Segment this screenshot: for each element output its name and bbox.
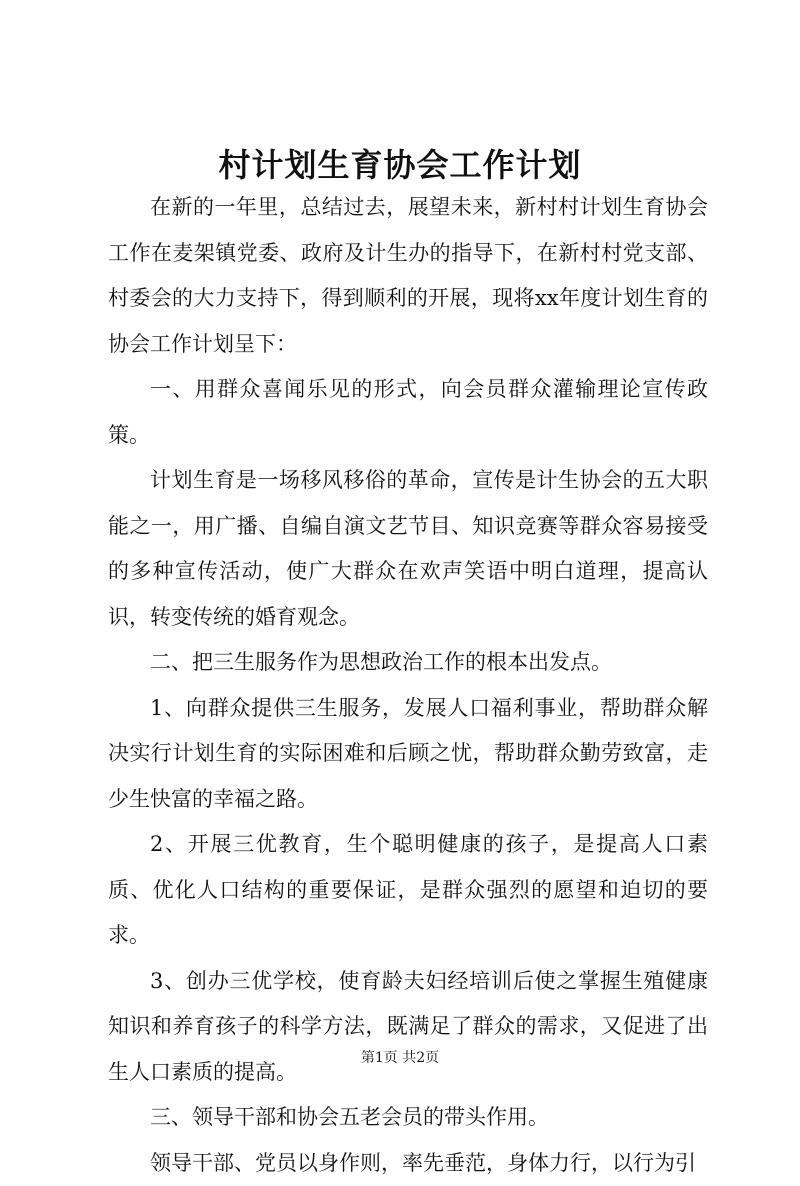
document-body [108,185,708,1186]
paragraph: 3、创办三优学校，使育龄夫妇经培训后使之掌握生殖健康知识和养育孩子的科学方法，既满足了群众的需求，又促进了出生人口素质的提高。 [108,959,708,1096]
page-number-footer: 第1页 共2页 [0,1047,800,1067]
paragraph: 一、用群众喜闻乐见的形式，向会员群众灌输理论宣传政策。 [108,367,708,458]
paragraph: 二、把三生服务作为思想政治工作的根本出发点。 [108,640,708,686]
document-title: 村计划生育协会工作计划 [0,140,800,186]
paragraph: 计划生育是一场移风移俗的革命，宣传是计生协会的五大职能之一，用广播、自编自演文艺节目、知识竞赛等群众容易接受的多种宣传活动，使广大群众在欢声笑语中明白道理，提高认识，转变传统的婚育观念。 [108,458,708,640]
paragraph: 三、领导干部和协会五老会员的带头作用。 [108,1095,708,1141]
paragraph: 领导干部、党员以身作则，率先垂范，身体力行，以行为引 [108,1141,708,1186]
paragraph: 在新的一年里，总结过去，展望未来，新村村计划生育协会工作在麦架镇党委、政府及计生办的指导下，在新村村党支部、村委会的大力支持下，得到顺利的开展，现将xx年度计划生育的协会工作计划呈下： [108,185,708,367]
paragraph: 2、开展三优教育，生个聪明健康的孩子，是提高人口素质、优化人口结构的重要保证，是群众强烈的愿望和迫切的要求。 [108,822,708,959]
paragraph: 1、向群众提供三生服务，发展人口福利事业，帮助群众解决实行计划生育的实际困难和后顾之忧，帮助群众勤劳致富，走少生快富的幸福之路。 [108,686,708,823]
